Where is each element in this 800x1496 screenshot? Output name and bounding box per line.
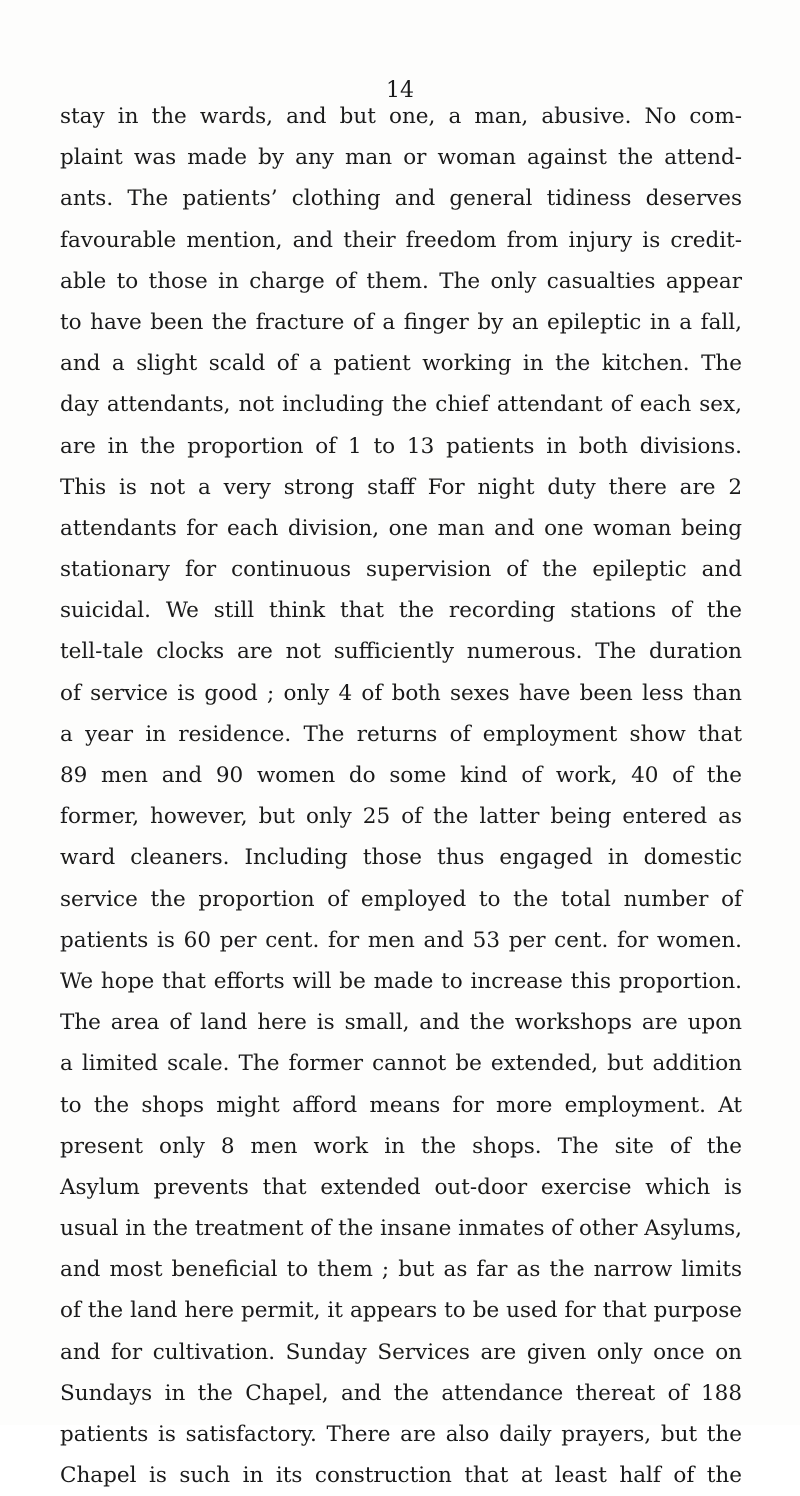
text-line: are in the proportion of 1 to 13 patients in both divisions.: [60, 433, 742, 459]
text-line: a limited scale. The former cannot be extended, but addition: [60, 1051, 742, 1077]
text-line: to the shops might afford means for more employment. At: [60, 1092, 742, 1118]
text-line: of the land here permit, it appears to be used for that purpose: [60, 1298, 742, 1324]
page-number: 14: [386, 78, 414, 103]
text-line: attendants for each division, one man and one woman being: [60, 515, 742, 541]
text-line: The area of land here is small, and the workshops are upon: [60, 1010, 742, 1036]
text-line: and most beneficial to them ; but as far as the narrow limits: [60, 1257, 742, 1283]
text-line: tell-tale clocks are not sufficiently numerous. The duration: [60, 639, 742, 665]
text-line: stationary for continuous supervision of the epileptic and: [60, 557, 742, 583]
text-line: ants. The patients’ clothing and general tidiness deserves: [60, 186, 742, 212]
text-line: 89 men and 90 women do some kind of work, 40 of the: [60, 763, 742, 788]
text-line: Asylum prevents that extended out-door exercise which is: [60, 1174, 742, 1200]
text-line: and for cultivation. Sunday Services are given only once on: [60, 1339, 742, 1365]
text-line: to have been the fracture of a finger by an epileptic in a fall,: [60, 309, 742, 335]
text-line: and a slight scald of a patient working in the kitchen. The: [60, 351, 742, 377]
text-line: patients is 60 per cent. for men and 53 per cent. for women.: [60, 927, 742, 953]
text-line: stay in the wards, and but one, a man, abusive. No com-: [60, 104, 742, 129]
text-line: day attendants, not including the chief attendant of each sex,: [60, 392, 742, 418]
text-line: favourable mention, and their freedom from injury is credit-: [60, 227, 742, 253]
text-line: suicidal. We still think that the recording stations of the: [60, 598, 742, 624]
text-line: former, however, but only 25 of the latter being entered as: [60, 804, 742, 830]
text-line: plaint was made by any man or woman against the attend-: [60, 145, 742, 171]
text-line: ward cleaners. Including those thus engaged in domestic: [60, 845, 742, 871]
text-line: usual in the treatment of the insane inmates of other Asylums,: [60, 1216, 742, 1242]
body-text: [60, 96, 742, 1496]
text-line: patients is satisfactory. There are also daily prayers, but the: [60, 1422, 742, 1447]
text-line: This is not a very strong staff For night duty there are 2: [60, 474, 742, 500]
text-line: of service is good ; only 4 of both sexes have been less than: [60, 680, 742, 706]
text-line: able to those in charge of them. The only casualties appear: [60, 268, 742, 294]
text-line: We hope that efforts will be made to increase this proportion.: [60, 968, 742, 994]
text-line: a year in residence. The returns of employment show that: [60, 721, 742, 747]
text-line: Sundays in the Chapel, and the attendance thereat of 188: [60, 1380, 742, 1406]
text-line: service the proportion of employed to the total number of: [60, 886, 742, 912]
text-line: present only 8 men work in the shops. The site of the: [60, 1133, 742, 1159]
text-line: Chapel is such in its construction that at least half of the: [60, 1463, 742, 1489]
